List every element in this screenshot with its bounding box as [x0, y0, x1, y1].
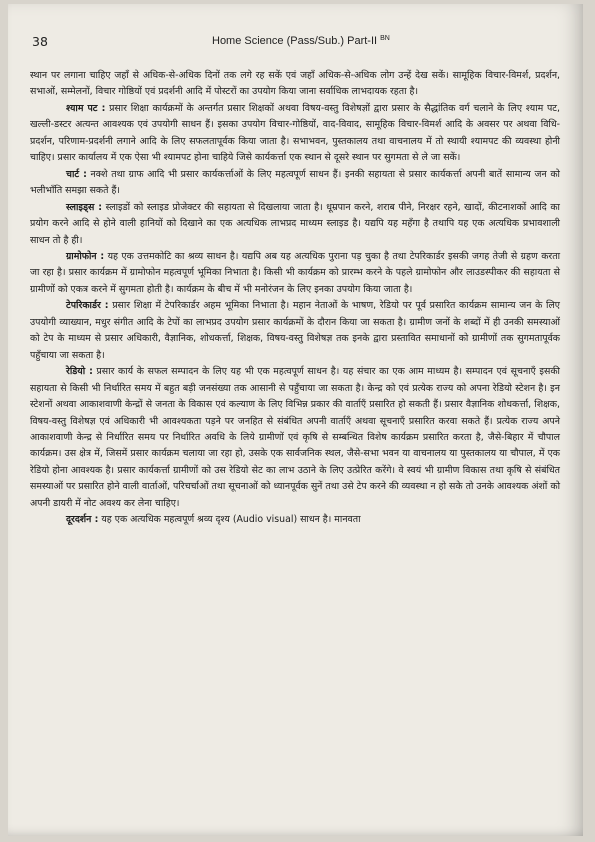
term-chart: चार्ट : — [66, 168, 87, 180]
page-header — [32, 34, 554, 52]
paragraph-chart: चार्ट : नक्शे तथा ग्राफ आदि भी प्रसार कार्यकर्त्ताओं के लिए महत्वपूर्ण साधन हैं। इनकी सहायता से प्रसार कार्यकर्त्ता अपनी बातें सामान्य जन को भलीभाँति समझा सकते हैं। — [30, 168, 560, 197]
book-page — [8, 4, 583, 836]
running-title — [212, 35, 390, 47]
term-slides: स्लाइड्स : — [66, 201, 102, 213]
running-tag: BN — [380, 35, 390, 42]
paragraph-television: दूरदर्शन : यह एक अत्यधिक महत्वपूर्ण श्रव्य दृश्य (Audio visual) साधन है। मानवता — [66, 514, 361, 526]
paragraph-tape-recorder: टेपरिकार्डर : प्रसार शिक्षा में टेपरिकार्डर अहम भूमिका निभाता है। महान नेताओं के भाषण, रेडियो पर पूर्व प्रसारित कार्यक्रम सामान्य जन के लिए उपयोगी व्याख्यान, मधुर संगीत आदि के टेपों का लाभप्रद उपयोग प्रसार कार्यक्रमों के दौरान किया जा सकता है। ग्रामीण जनों के शब्दों में ही उनकी समस्याओं को टेप के माध्यम से प्रसार अधिकारी, वैज्ञानिक, शोधकर्त्ता, शिक्षक, विषय-वस्तु विशेषज्ञ तक इनके द्वारा प्रस्तावित समाधानों को ग्रामीणों तक सुगमतापूर्वक पहुँचाया जा सकता है। — [30, 300, 560, 361]
paragraph-blackboard: श्याम पट : प्रसार शिक्षा कार्यक्रमों के अन्तर्गत प्रसार शिक्षकों अथवा विषय-वस्तु विशेषज्ञों द्वारा प्रसार के सैद्धांतिक वर्ग चलाने के लिए श्याम पट, खल्ली-डस्टर अत्यन्त आवश्यक एवं उपयोगी साधन हैं। इसका उपयोग विचार-गोष्ठियों, वाद-विवाद, सामूहिक विचार-विमर्श आदि के अवसर पर अथवा विधि-प्रदर्शन, परिणाम-प्रदर्शनी लगाने आदि के लिए सफलतापूर्वक किया जाता है। सभाभवन, पुस्तकालय तथा वाचनालय में तो स्थायी श्यामपट की व्यवस्था होनी चाहिए। प्रसार कार्यालय में एक ऐसा भी श्यामपट होना चाहिये जिसे कार्यकर्त्ता एक स्थान से दूसरे स्थान पर सुगमता से ले जा सकें। — [30, 102, 560, 164]
paragraph-slides: स्लाइड्स : स्लाइडों को स्लाइड प्रोजेक्टर की सहायता से दिखलाया जाता है। धूम्रपान करने, शराब पीने, निरक्षर रहने, खादों, कीटनाशकों आदि का प्रयोग करने आदि से होने वाली हानियों को दिखाने का एक अत्यधिक लाभप्रद माध्यम स्लाइड है। यद्यपि यह महँगा है तथापि यह एक अत्यधिक प्रभावशाली साधन तो है ही। — [30, 201, 560, 246]
term-radio: रेडियो : — [66, 366, 93, 378]
paragraph-gramophone: ग्रामोफोन : यह एक उत्तमकोटि का श्रव्य साधन है। यद्यपि अब यह अत्यधिक पुराना पड़ चुका है तथा टेपरिकार्डर इसकी जगह तेजी से ग्रहण करता जा रहा है। प्रसार कार्यक्रम में ग्रामोफोन महत्वपूर्ण भूमिका निभाता है। किसी भी कार्यक्रम को प्रारम्भ करने के पहले ग्रामोफोन और लाउडस्पीकर की सहायता से ग्रामीणों को एकत्र करने में सुगमता होती है। कार्यक्रम के बीच में भी मनोरंजन के लिए इनका उपयोग किया जाता है। — [30, 250, 561, 295]
paragraph-radio: रेडियो : प्रसार कार्य के सफल सम्पादन के लिए यह भी एक महत्वपूर्ण साधन है। यह संचार का एक आम माध्यम है। सम्पादन एवं सूचनाएँ इसकी सहायता से किसी भी निर्धारित समय में बहुत बड़ी जनसंख्या तक आसानी से पहुँचाया जा सकता है। केन्द्र को एवं प्रत्येक राज्य को अपना रेडियो स्टेशन है। इन स्टेशनों अथवा आकाशवाणी केन्द्रों से जनता के विकास एवं कल्याण के लिए विभिन्न प्रकार की वार्ताएँ प्रसारित हो सकती हैं। प्रसार वैज्ञानिक शोधकर्त्ता, शिक्षक, विषय-वस्तु विशेषज्ञ एवं अधिकारी भी आवश्यकता पड़ने पर जनहित से संबंधित अपनी वार्ताएँ अथवा सूचनाएँ प्रसारित करवा सकते हैं। प्रत्येक राज्य अपने आकाशवाणी केन्द्र से निर्धारित समय पर निर्धारित अवधि के लिये ग्रामीणों एवं कृषि से सम्बन्धित विशेष कार्यक्रम प्रसारित करता है, जैसे-बिहार में चौपाल कार्यक्रम। उस क्षेत्र में, जिसमें प्रसार कार्यक्रम चलाया जा रहा हो, उसके एक सार्वजनिक स्थल, जैसे-सभा भवन या वाचनालय या पुस्तकालय या चौपाल, में एक रेडियो होना आवश्यक है। प्रसार कार्यकर्त्ता ग्रामीणों को उस रेडियो सेट का लाभ उठाने के लिए उत्प्रेरित करेंगे। वे स्वयं भी ग्रामीण विकास तथा कृषि से संबंधित समस्याओं पर प्रसारित होने वाली वार्ताओं, परिचर्चाओं तथा सूचनाओं को ध्यानपूर्वक सुनें तथा उसे टेप करने की व्यवस्था न हो सके तो उनके आवश्यक अंशों को अपनी डायरी में नोट अवश्य कर लेना चाहिए। — [30, 366, 560, 509]
running-title-text: Home Science (Pass/Sub.) Part-II — [212, 35, 378, 47]
paragraph-poster-continued: स्थान पर लगाना चाहिए जहाँ से अधिक-से-अधिक दिनों तक लगे रह सकें एवं जहाँ अधिक-से-अधिक लोग उन्हें देख सकें। सामूहिक विचार-विमर्श, प्रदर्शन, सभाओं, सम्मेलनों, विचार गोष्ठियों एवं प्रदर्शनी आदि में पोस्टरों का उपयोग किया जाना सर्वाधिक लाभदायक रहता है। — [30, 70, 560, 98]
page-number: 38 — [32, 34, 48, 49]
term-gramophone: ग्रामोफोन : — [66, 250, 105, 262]
term-blackboard: श्याम पट : — [66, 102, 106, 114]
term-tape-recorder: टेपरिकार्डर : — [66, 300, 109, 312]
body-text — [30, 68, 560, 529]
term-television: दूरदर्शन : — [66, 514, 99, 526]
